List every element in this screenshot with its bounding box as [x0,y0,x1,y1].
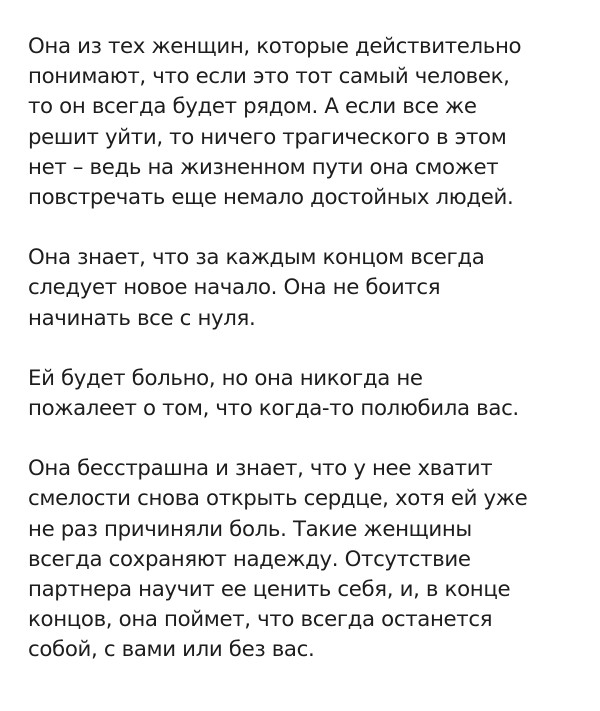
text-line: следует новое начало. Она не боится [28,275,441,301]
paragraph-3 [28,364,574,424]
text-line: не раз причиняли боль. Такие женщины [28,516,472,542]
text-line: то он всегда будет рядом. А если все же [28,94,477,120]
text-line: всегда сохраняют надежду. Отсутствие [28,546,471,572]
text-line: Она из тех женщин, которые действительно [28,34,522,59]
text-line: Ей будет больно, но она никогда не [28,365,423,391]
text-line: повстречать еще немало достойных людей. [28,185,514,211]
text-line: начинать все с нуля. [28,305,256,331]
text-line: смелости снова открыть сердце, хотя ей уже [28,486,528,512]
text-line: нет – ведь на жизненном пути она сможет [28,154,499,180]
text-line: партнера научит ее ценить себя, и, в конце [28,577,511,603]
text-line: понимают, что если это тот самый человек, [28,64,510,90]
text-line: пожалеет о том, что когда-то полюбила вас. [28,396,519,422]
text-line: Она бесстрашна и знает, что у нее хватит [28,456,493,482]
text-line: собой, с вами или без вас. [28,637,315,663]
paragraph-1 [28,32,574,213]
text-line: решит уйти, то ничего трагического в этом [28,124,507,150]
text-line: концов, она поймет, что всегда останется [28,607,493,633]
text-line: Она знает, что за каждым концом всегда [28,245,485,271]
paragraph-4 [28,454,574,665]
paragraph-2 [28,243,574,334]
